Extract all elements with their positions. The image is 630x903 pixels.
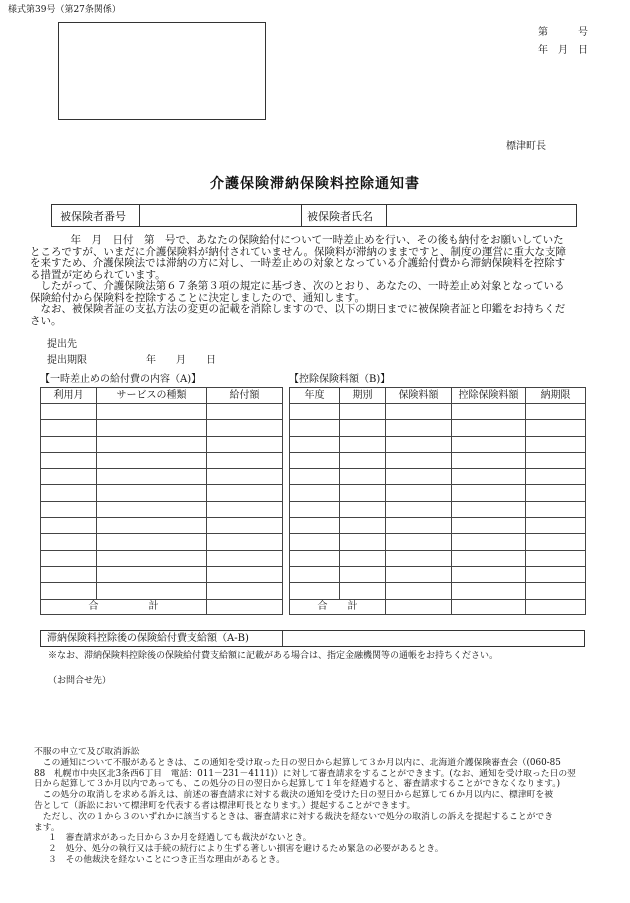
column-header-deducted-premium: 控除保険料額 — [452, 388, 526, 404]
insured-number-field[interactable] — [139, 205, 301, 226]
benefit-amount-row — [40, 630, 585, 647]
table-cell[interactable] — [290, 452, 340, 468]
benefit-amount-field[interactable] — [283, 631, 584, 646]
table-cell[interactable] — [207, 583, 283, 599]
table-total-row — [290, 599, 586, 614]
column-header-benefit-amount: 給付額 — [207, 388, 283, 404]
table-cell[interactable] — [340, 583, 386, 599]
table-cell[interactable] — [526, 404, 586, 420]
address-window-box — [58, 22, 266, 120]
table-b-caption: 【控除保険料額（B)】 — [289, 374, 391, 385]
table-cell[interactable] — [452, 436, 526, 452]
table-cell[interactable] — [386, 566, 452, 582]
table-cell[interactable] — [41, 501, 97, 517]
table-cell[interactable] — [207, 501, 283, 517]
total-value-cell[interactable] — [386, 599, 452, 614]
appeal-item: ３ その他裁決を経ないことにつき正当な理由があるとき。 — [48, 854, 285, 865]
table-cell[interactable] — [386, 452, 452, 468]
table-cell[interactable] — [97, 534, 207, 550]
table-cell[interactable] — [526, 436, 586, 452]
suspended-benefits-table — [40, 387, 283, 615]
table-row — [41, 404, 283, 420]
table-row — [290, 518, 586, 534]
table-cell[interactable] — [340, 550, 386, 566]
table-cell[interactable] — [41, 485, 97, 501]
table-cell[interactable] — [452, 501, 526, 517]
table-cell[interactable] — [41, 404, 97, 420]
table-cell[interactable] — [452, 518, 526, 534]
table-cell[interactable] — [290, 518, 340, 534]
table-cell[interactable] — [207, 436, 283, 452]
body-line: を来すため、介護保険法では滞納の方に対し、一時差止めの対象となっている介護給付費から滞納保険料を控除す — [30, 257, 566, 269]
column-header-fiscal-year: 年度 — [290, 388, 340, 404]
table-cell[interactable] — [340, 404, 386, 420]
table-row — [41, 501, 283, 517]
table-row — [41, 583, 283, 599]
table-cell[interactable] — [207, 420, 283, 436]
table-row — [41, 436, 283, 452]
table-row — [41, 566, 283, 582]
column-header-due-date: 納期限 — [526, 388, 586, 404]
table-cell[interactable] — [207, 566, 283, 582]
table-cell[interactable] — [386, 469, 452, 485]
table-cell[interactable] — [526, 550, 586, 566]
divider — [301, 205, 302, 226]
table-cell[interactable] — [97, 583, 207, 599]
table-cell[interactable] — [97, 469, 207, 485]
table-cell[interactable] — [386, 436, 452, 452]
table-row — [290, 469, 586, 485]
table-cell[interactable] — [207, 534, 283, 550]
table-cell[interactable] — [340, 452, 386, 468]
body-line: なお、被保険者証の支払方法の変更の記載を消除しますので、以下の期日までに被保険者証と印鑑をお持ちくだ — [30, 303, 566, 315]
total-value-cell[interactable] — [207, 599, 283, 614]
table-row — [41, 518, 283, 534]
table-cell[interactable] — [41, 469, 97, 485]
table-row — [290, 566, 586, 582]
table-header-row — [41, 388, 283, 404]
total-value-cell[interactable] — [526, 599, 586, 614]
appeal-item: ２ 処分、処分の執行又は手続の続行により生ずる著しい損害を避けるため緊急の必要があるとき。 — [48, 844, 444, 855]
table-cell[interactable] — [207, 550, 283, 566]
table-cell[interactable] — [452, 534, 526, 550]
table-cell[interactable] — [452, 420, 526, 436]
table-cell[interactable] — [97, 518, 207, 534]
table-cell[interactable] — [41, 583, 97, 599]
table-cell[interactable] — [290, 485, 340, 501]
table-cell[interactable] — [526, 485, 586, 501]
table-cell[interactable] — [290, 550, 340, 566]
appeal-item: １ 審査請求があった日から３か月を経過しても裁決がないとき。 — [48, 833, 312, 844]
table-cell[interactable] — [97, 404, 207, 420]
submission-destination-label: 提出先 — [47, 339, 77, 350]
table-cell[interactable] — [290, 469, 340, 485]
column-header-service-type: サービスの種類 — [97, 388, 207, 404]
table-cell[interactable] — [526, 534, 586, 550]
table-cell[interactable] — [526, 583, 586, 599]
table-cell[interactable] — [41, 550, 97, 566]
table-cell[interactable] — [386, 518, 452, 534]
submission-deadline-label: 提出期限 — [47, 355, 87, 366]
table-cell[interactable] — [97, 566, 207, 582]
table-cell[interactable] — [340, 566, 386, 582]
table-row — [290, 485, 586, 501]
table-cell[interactable] — [452, 566, 526, 582]
table-row — [41, 485, 283, 501]
column-header-month: 利用月 — [41, 388, 97, 404]
table-row — [290, 420, 586, 436]
table-cell[interactable] — [526, 452, 586, 468]
table-cell[interactable] — [340, 436, 386, 452]
table-cell[interactable] — [340, 501, 386, 517]
table-cell[interactable] — [97, 501, 207, 517]
insured-name-label: 被保険者氏名 — [307, 210, 373, 223]
issue-date-label: 年 月 日 — [538, 45, 588, 56]
insured-id-row — [51, 204, 577, 227]
table-cell[interactable] — [290, 583, 340, 599]
table-cell[interactable] — [340, 534, 386, 550]
table-cell[interactable] — [526, 518, 586, 534]
body-text — [30, 235, 604, 327]
column-header-premium-amount: 保険料額 — [386, 388, 452, 404]
body-line: したがって、介護保険法第６７条第３項の規定に基づき、次のとおり、あなたの、一時差止め対象となっている — [30, 280, 565, 292]
appeal-line: ただし、次の１から３のいずれかに該当するときは、審査請求に対する裁決を経ないで処分の取消しの訴えを提起することができ — [34, 811, 554, 822]
table-a-caption: 【一時差止めの給付費の内容（A)】 — [40, 374, 202, 385]
inquiry-label: （お問合せ先） — [48, 676, 112, 686]
table-cell[interactable] — [386, 550, 452, 566]
table-row — [41, 534, 283, 550]
table-row — [290, 452, 586, 468]
table-header-row — [290, 388, 586, 404]
table-cell[interactable] — [452, 469, 526, 485]
table-cell[interactable] — [526, 420, 586, 436]
total-label: 合 計 — [41, 599, 207, 614]
deducted-premium-table — [289, 387, 586, 615]
table-cell[interactable] — [290, 404, 340, 420]
table-cell[interactable] — [41, 534, 97, 550]
table-cell[interactable] — [290, 501, 340, 517]
benefit-amount-label: 滞納保険料控除後の保険給付費支給額（A-B) — [47, 633, 249, 644]
table-row — [41, 550, 283, 566]
passbook-note: ※なお、滞納保険料控除後の保険給付費支給額に記載がある場合は、指定金融機関等の通帳をお持ちください。 — [48, 651, 499, 661]
table-cell[interactable] — [41, 566, 97, 582]
appeal-section — [34, 747, 602, 866]
body-line: さい。 — [30, 314, 62, 327]
table-row — [290, 550, 586, 566]
table-cell[interactable] — [340, 485, 386, 501]
table-cell[interactable] — [97, 485, 207, 501]
table-row — [290, 534, 586, 550]
insured-name-field[interactable] — [387, 205, 576, 226]
document-number-label: 第 号 — [538, 27, 588, 38]
form-number: 様式第39号（第27条関係） — [8, 5, 121, 15]
table-cell[interactable] — [386, 485, 452, 501]
body-line: ところですが、いまだに介護保険料が納付されていません。保険料が滞納のままですと、制度の運営に重大な支障 — [30, 245, 567, 258]
table-cell[interactable] — [526, 469, 586, 485]
total-label: 合 計 — [290, 599, 386, 614]
table-cell[interactable] — [41, 436, 97, 452]
column-header-period: 期別 — [340, 388, 386, 404]
table-cell[interactable] — [386, 534, 452, 550]
table-row — [290, 583, 586, 599]
document-title: 介護保険滞納保険料控除通知書 — [210, 176, 420, 192]
appeal-line: この処分の取消しを求める訴えは、前述の審査請求に対する裁決の通知を受けた日の翌日から起算して６か月以内に、標津町を被 — [34, 790, 554, 801]
table-cell[interactable] — [290, 420, 340, 436]
table-cell[interactable] — [340, 518, 386, 534]
table-cell[interactable] — [207, 518, 283, 534]
table-cell[interactable] — [452, 485, 526, 501]
table-cell[interactable] — [386, 583, 452, 599]
table-cell[interactable] — [452, 452, 526, 468]
table-cell[interactable] — [386, 420, 452, 436]
table-cell[interactable] — [526, 501, 586, 517]
total-value-cell[interactable] — [452, 599, 526, 614]
table-row — [290, 501, 586, 517]
table-cell[interactable] — [386, 404, 452, 420]
table-cell[interactable] — [97, 436, 207, 452]
table-row — [41, 452, 283, 468]
table-total-row — [41, 599, 283, 614]
insured-number-label: 被保険者番号 — [60, 210, 126, 223]
appeal-line: 日から起算して３か月以内であっても、この処分の日の翌日から起算して１年を経過すると、審査請求することができなくなります。) — [34, 779, 561, 790]
table-cell[interactable] — [207, 469, 283, 485]
table-cell[interactable] — [452, 404, 526, 420]
table-cell[interactable] — [526, 566, 586, 582]
table-cell[interactable] — [386, 501, 452, 517]
table-cell[interactable] — [41, 452, 97, 468]
table-cell[interactable] — [41, 518, 97, 534]
table-cell[interactable] — [290, 436, 340, 452]
table-row — [41, 469, 283, 485]
table-cell[interactable] — [97, 550, 207, 566]
table-cell[interactable] — [290, 534, 340, 550]
table-cell[interactable] — [97, 452, 207, 468]
issuer-name: 標津町長 — [506, 141, 546, 152]
appeal-heading: 不服の申立て及び取消訴訟 — [34, 747, 140, 757]
table-cell[interactable] — [340, 469, 386, 485]
appeal-line: この通知について不服があるときは、この通知を受け取った日の翌日から起算して３か月以内に、北海道介護保険審査会（(060-85 — [34, 757, 561, 768]
appeal-line: ます。 — [34, 822, 60, 833]
body-line: 年 月 日付 第 号で、あなたの保険給付について一時差止めを行い、その後も納付をお願いしていた — [60, 234, 564, 246]
body-line: 保険給付から保険料を控除することに決定しましたので、通知します。 — [30, 291, 365, 304]
table-cell[interactable] — [41, 420, 97, 436]
body-line: る措置が定められています。 — [30, 268, 166, 281]
table-cell[interactable] — [452, 550, 526, 566]
table-cell[interactable] — [97, 420, 207, 436]
table-cell[interactable] — [207, 485, 283, 501]
submission-deadline-date: 年 月 日 — [146, 355, 216, 366]
table-row — [41, 420, 283, 436]
table-row — [290, 436, 586, 452]
table-cell[interactable] — [340, 420, 386, 436]
table-cell[interactable] — [452, 583, 526, 599]
appeal-line: 88 札幌市中央区北3条西6丁目 電話：011－231－4111)）に対して審査請求をすることができます。(なお、通知を受け取った日の翌 — [34, 768, 576, 779]
table-cell[interactable] — [290, 566, 340, 582]
table-cell[interactable] — [207, 404, 283, 420]
appeal-line: 告として（訴訟において標津町を代表する者は標津町長となります。）提起することができます。 — [34, 800, 416, 811]
table-cell[interactable] — [207, 452, 283, 468]
table-row — [290, 404, 586, 420]
